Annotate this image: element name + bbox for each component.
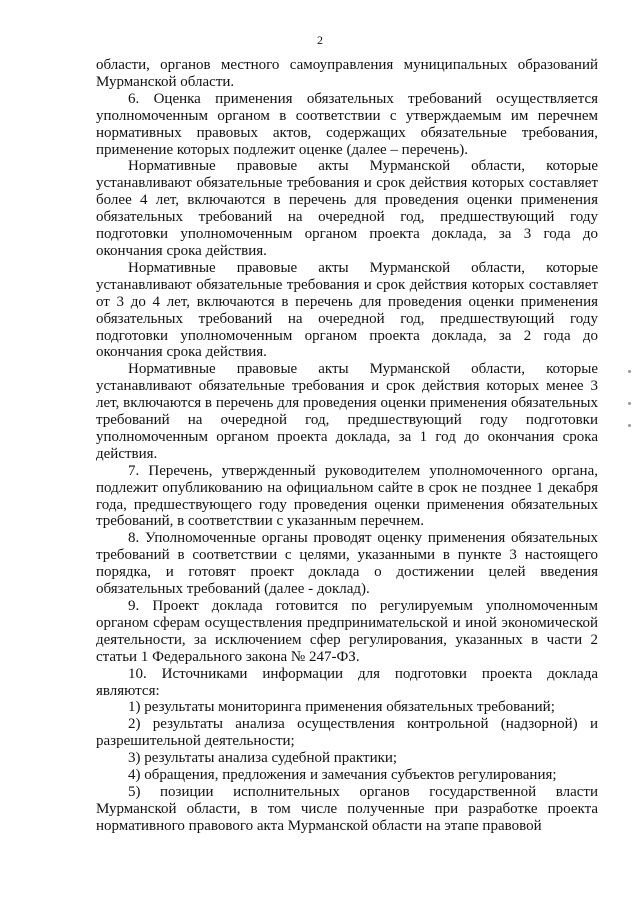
paragraph-item-7: 7. Перечень, утвержденный руководителем уполномоченного органа, подлежит опубликованию на официальном сайте в срок не позднее 1 декабря года, предшествующего году проведения оценки применения обязательных требований, в соответствии с указанным перечнем.: [96, 462, 598, 530]
paragraph: Нормативные правовые акты Мурманской области, которые устанавливают обязательные требования и срок действия которых менее 3 лет, включаются в перечень для проведения оценки применения обязательных требований на очередной год, предшествующий году подготовки уполномоченным органом проекта доклада, за 1 год до окончания срока действия.: [96, 361, 598, 462]
paragraph-item-6: 6. Оценка применения обязательных требований осуществляется уполномоченным органом в соответствии с утверждаемым им перечнем нормативных правовых актов, содержащих обязательные требования, применение которых подлежит оценке (далее – перечень).: [96, 90, 598, 158]
paragraph-item-10: 10. Источниками информации для подготовки проекта доклада являются:: [96, 665, 598, 699]
list-item: 2) результаты анализа осуществления контрольной (надзорной) и разрешительной деятельности;: [96, 716, 598, 750]
list-item: 3) результаты анализа судебной практики;: [128, 750, 398, 767]
paragraph-item-9: 9. Проект доклада готовится по регулируемым уполномоченным органом сферам осуществления предпринимательской и иной экономической деятельности, за исключением сфер регулирования, указанных в части 2 статьи 1 Федерального закона № 247-ФЗ.: [96, 598, 598, 665]
list-item: 5) позиции исполнительных органов государственной власти Мурманской области, в том числе полученные при разработке проекта нормативного правового акта Мурманской области на этапе правовой: [96, 783, 598, 834]
paragraph-item-8: 8. Уполномоченные органы проводят оценку применения обязательных требований в соответствии с целями, указанными в пункте 3 настоящего порядка, и готовят проект доклада о достижении целей введения обязательных требований (далее - доклад).: [96, 530, 598, 598]
paragraph: области, органов местного самоуправления муниципальных образований Мурманской области.: [96, 57, 598, 90]
page-number: 2: [317, 33, 323, 47]
paragraph: Нормативные правовые акты Мурманской области, которые устанавливают обязательные требования и срок действия которых составляет от 3 до 4 лет, включаются в перечень для проведения оценки применения обязательных требований на очередной год, предшествующий году подготовки уполномоченным органом проекта доклада, за 2 года до окончания срока действия.: [96, 259, 598, 361]
document-body: [96, 57, 598, 835]
list-item: 1) результаты мониторинга применения обязательных требований;: [128, 699, 555, 716]
paragraph: Нормативные правовые акты Мурманской области, которые устанавливают обязательные требования и срок действия которых составляет более 4 лет, включаются в перечень для проведения оценки применения обязательных требований на очередной год, предшествующий году подготовки уполномоченным органом проекта доклада, за 3 года до окончания срока действия.: [96, 158, 598, 259]
scan-mark: [628, 370, 631, 373]
scan-mark: [628, 402, 631, 405]
scan-mark: [628, 424, 631, 427]
list-item: 4) обращения, предложения и замечания субъектов регулирования;: [128, 767, 557, 784]
